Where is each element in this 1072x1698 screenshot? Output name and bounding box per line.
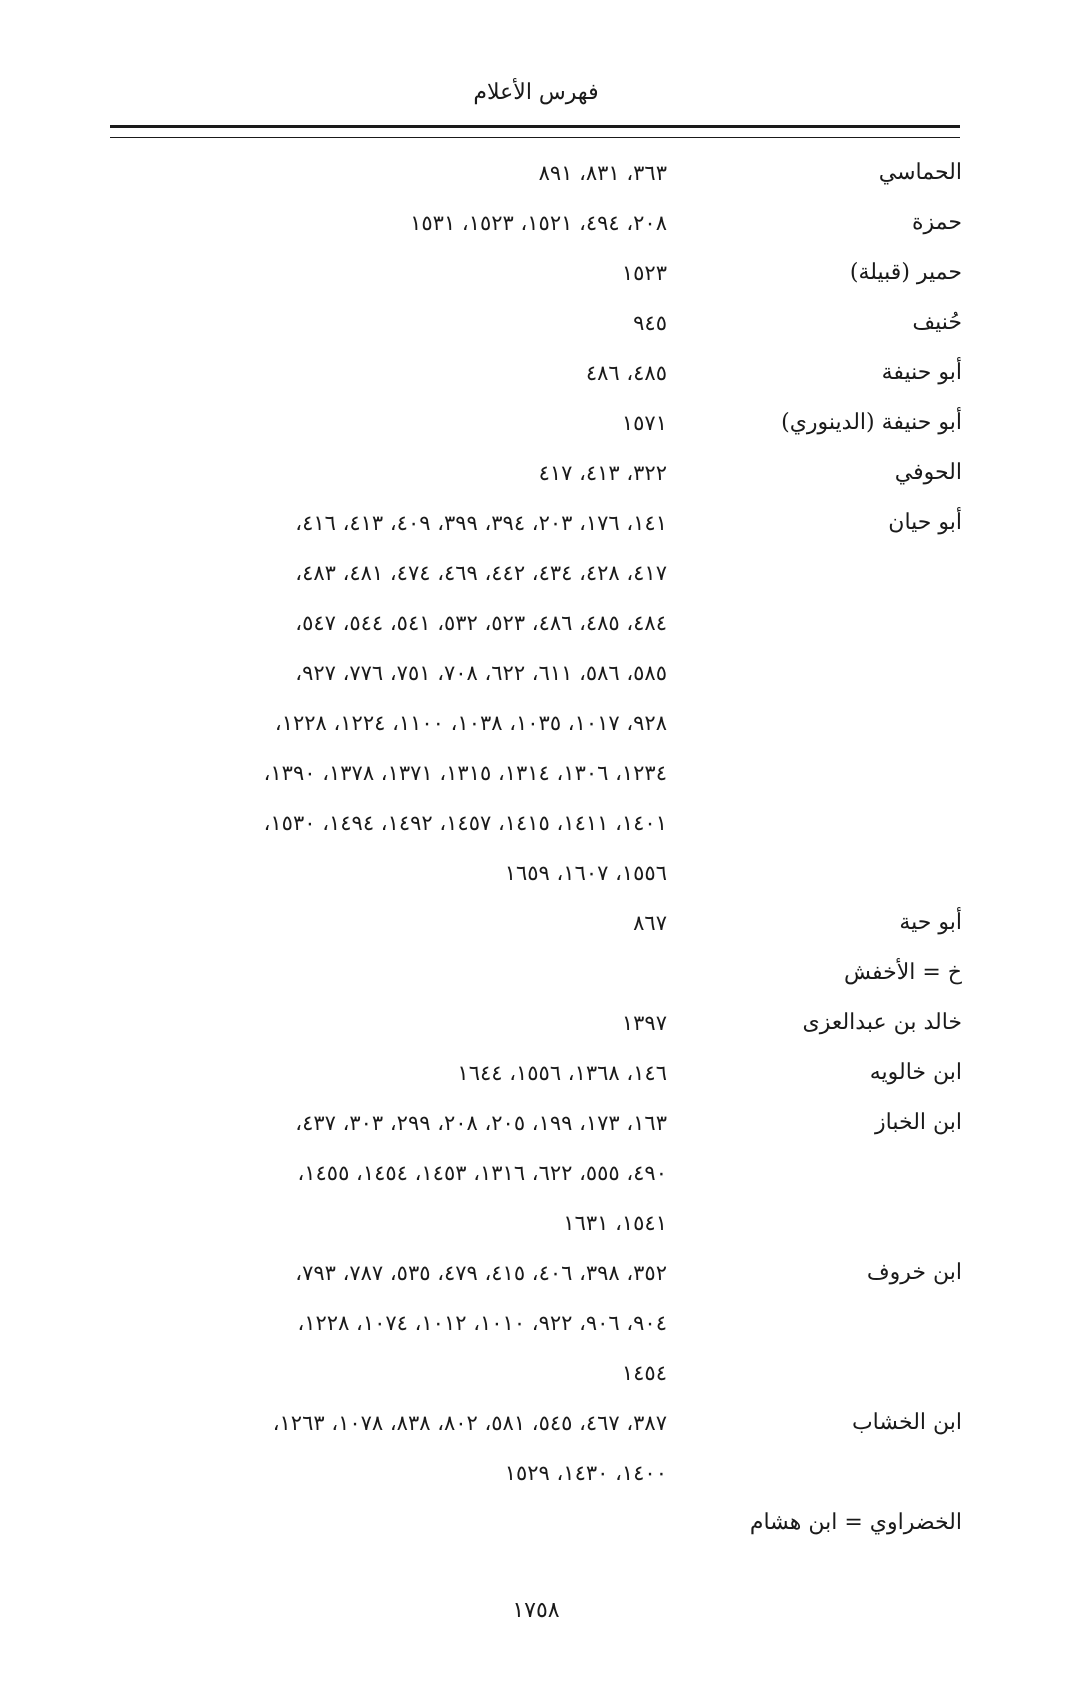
entry-name: ابن خالويه xyxy=(869,1060,962,1085)
index-entry xyxy=(0,698,1072,748)
entry-name: الحماسي xyxy=(878,160,962,185)
index-entry xyxy=(0,998,1072,1048)
entry-pages: ٤١٧، ٤٢٨، ٤٣٤، ٤٤٢، ٤٦٩، ٤٧٤، ٤٨١، ٤٨٣، xyxy=(295,561,667,585)
entry-pages: ٩٠٤، ٩٠٦، ٩٢٢، ١٠١٠، ١٠١٢، ١٠٧٤، ١٢٢٨، xyxy=(297,1311,667,1335)
entry-pages: ١٤٦، ١٣٦٨، ١٥٥٦، ١٦٤٤ xyxy=(457,1061,667,1085)
index-list xyxy=(0,148,1072,1548)
entry-pages: ٩٢٨، ١٠١٧، ١٠٣٥، ١٠٣٨، ١١٠٠، ١٢٢٤، ١٢٢٨، xyxy=(274,711,667,735)
index-entry xyxy=(0,348,1072,398)
entry-pages: ٩٤٥ xyxy=(633,311,667,335)
index-entry xyxy=(0,148,1072,198)
entry-name: حمزة xyxy=(912,210,962,235)
index-entry xyxy=(0,1348,1072,1398)
entry-pages: ١٤١، ١٧٦، ٢٠٣، ٣٩٤، ٣٩٩، ٤٠٩، ٤١٣، ٤١٦، xyxy=(295,511,667,535)
entry-pages: ٣٨٧، ٤٦٧، ٥٤٥، ٥٨١، ٨٠٢، ٨٣٨، ١٠٧٨، ١٢٦٣، xyxy=(272,1411,667,1435)
index-entry xyxy=(0,1298,1072,1348)
entry-pages: ١٥٢٣ xyxy=(621,261,667,285)
entry-name: الحوفي xyxy=(894,460,962,485)
entry-pages: ٥٨٥، ٥٨٦، ٦١١، ٦٢٢، ٧٠٨، ٧٥١، ٧٧٦، ٩٢٧، xyxy=(295,661,667,685)
page-number: ١٧٥٨ xyxy=(512,1598,560,1623)
index-entry xyxy=(0,1448,1072,1498)
index-entry xyxy=(0,1148,1072,1198)
entry-name: خالد بن عبدالعزى xyxy=(802,1010,962,1035)
entry-name: ابن الخباز xyxy=(875,1110,962,1135)
index-entry xyxy=(0,1498,1072,1548)
entry-name: خ = الأخفش xyxy=(843,960,962,985)
entry-pages: ١٤٥٤ xyxy=(621,1361,667,1385)
index-entry xyxy=(0,298,1072,348)
entry-name: الخضراوي = ابن هشام xyxy=(749,1510,962,1535)
entry-name: أبو حنيفة (الدينوري) xyxy=(781,410,962,435)
index-entry xyxy=(0,1398,1072,1448)
entry-pages: ١٤٠١، ١٤١١، ١٤١٥، ١٤٥٧، ١٤٩٢، ١٤٩٤، ١٥٣٠، xyxy=(263,811,667,835)
index-entry xyxy=(0,798,1072,848)
index-entry xyxy=(0,848,1072,898)
index-entry xyxy=(0,648,1072,698)
index-entry xyxy=(0,1048,1072,1098)
index-entry xyxy=(0,498,1072,548)
index-entry xyxy=(0,548,1072,598)
entry-name: حُنيف xyxy=(912,310,962,335)
index-entry xyxy=(0,598,1072,648)
entry-pages: ٤٨٥، ٤٨٦ xyxy=(585,361,667,385)
header-rule-thin xyxy=(110,137,960,138)
index-entry xyxy=(0,898,1072,948)
entry-name: ابن خروف xyxy=(866,1260,962,1285)
page-title: فهرس الأعلام xyxy=(473,80,599,105)
entry-pages: ٣٢٢، ٤١٣، ٤١٧ xyxy=(538,461,667,485)
entry-pages: ٤٨٤، ٤٨٥، ٤٨٦، ٥٢٣، ٥٣٢، ٥٤١، ٥٤٤، ٥٤٧، xyxy=(295,611,667,635)
entry-pages: ٨٦٧ xyxy=(633,911,667,935)
entry-pages: ٣٥٢، ٣٩٨، ٤٠٦، ٤١٥، ٤٧٩، ٥٣٥، ٧٨٧، ٧٩٣، xyxy=(295,1261,667,1285)
entry-pages: ٣٦٣، ٨٣١، ٨٩١ xyxy=(538,161,667,185)
entry-pages: ١٥٧١ xyxy=(621,411,667,435)
entry-pages: ١٥٥٦، ١٦٠٧، ١٦٥٩ xyxy=(504,861,667,885)
entry-pages: ١٢٣٤، ١٣٠٦، ١٣١٤، ١٣١٥، ١٣٧١، ١٣٧٨، ١٣٩٠، xyxy=(263,761,667,785)
index-entry xyxy=(0,248,1072,298)
entry-name: أبو حية xyxy=(899,910,962,935)
entry-pages: ٤٩٠، ٥٥٥، ٦٢٢، ١٣١٦، ١٤٥٣، ١٤٥٤، ١٤٥٥، xyxy=(297,1161,667,1185)
index-entry xyxy=(0,398,1072,448)
entry-pages: ١٥٤١، ١٦٣١ xyxy=(563,1211,667,1235)
entry-name: أبو حيان xyxy=(888,510,962,535)
index-entry xyxy=(0,748,1072,798)
index-entry xyxy=(0,1198,1072,1248)
index-entry xyxy=(0,448,1072,498)
index-entry xyxy=(0,948,1072,998)
entry-name: حمير (قبيلة) xyxy=(849,260,962,285)
index-entry xyxy=(0,1098,1072,1148)
entry-pages: ١٦٣، ١٧٣، ١٩٩، ٢٠٥، ٢٠٨، ٢٩٩، ٣٠٣، ٤٣٧، xyxy=(295,1111,667,1135)
entry-name: ابن الخشاب xyxy=(851,1410,962,1435)
header-rule-thick xyxy=(110,125,960,128)
entry-pages: ٢٠٨، ٤٩٤، ١٥٢١، ١٥٢٣، ١٥٣١ xyxy=(410,211,667,235)
index-entry xyxy=(0,1248,1072,1298)
entry-pages: ١٣٩٧ xyxy=(621,1011,667,1035)
entry-pages: ١٤٠٠، ١٤٣٠، ١٥٢٩ xyxy=(504,1461,667,1485)
entry-name: أبو حنيفة xyxy=(881,360,962,385)
index-entry xyxy=(0,198,1072,248)
